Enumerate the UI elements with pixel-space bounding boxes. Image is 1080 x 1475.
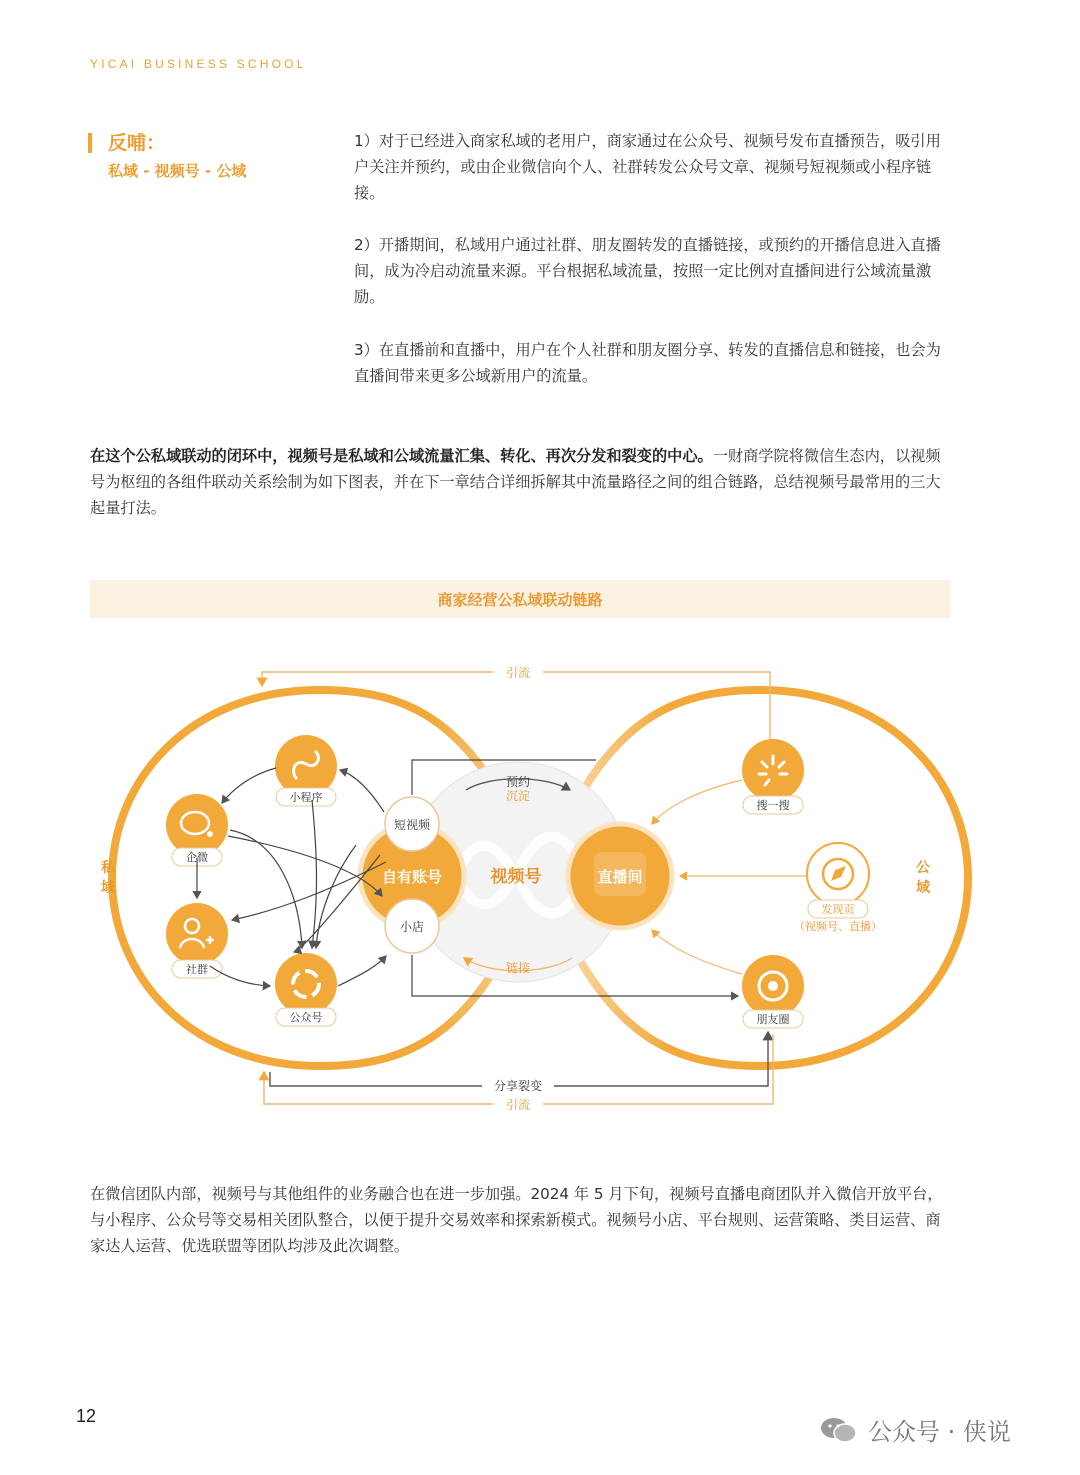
side-title: 反哺： (108, 132, 166, 154)
diagram-title-banner: 商家经营公私域联动链路 (90, 580, 950, 618)
live-room-node (568, 824, 672, 928)
public-region-char-2: 域 (916, 880, 930, 896)
bottom-flow-label-1: 分享裂变 (493, 1079, 543, 1093)
mini-program-label: 小程序 (289, 791, 323, 804)
discover-label: 发现页 (821, 903, 855, 916)
node-mini-program (275, 735, 337, 806)
watermark-text: 公众号 · 侠说 (868, 1418, 1011, 1446)
search-label: 搜一搜 (756, 799, 790, 812)
node-discover (794, 843, 882, 933)
private-region-char-1: 私 (101, 860, 115, 876)
short-video-label: 短视频 (393, 818, 431, 832)
public-region-char-1: 公 (916, 860, 930, 876)
center-top-label-1: 预约 (505, 775, 531, 789)
center-bottom-label: 链接 (505, 961, 531, 975)
paragraph-3: 3）在直播前和直播中，用户在个人社群和朋友圈分享、转发的直播信息和链接，也会为直播间带来更多公域新用户的流量。 (354, 341, 941, 385)
discover-note: （视频号、直播） (794, 920, 882, 933)
shop-label: 小店 (399, 920, 425, 934)
paragraph-2: 2）开播期间，私域用户通过社群、朋友圈转发的直播链接，或预约的开播信息进入直播间，成为冷启动流量来源。平台根据私域流量，按照一定比例对直播间进行公域流量激励。 (354, 236, 941, 306)
school-header: YICAI BUSINESS SCHOOL (90, 57, 307, 71)
live-room-label: 直播间 (597, 868, 643, 886)
wechat-icon (820, 1416, 858, 1444)
wecom-label: 企微 (186, 851, 208, 864)
bottom-flow (264, 1032, 773, 1113)
paragraph-4-bold: 在这个公私域联动的闭环中，视频号是私域和公域流量汇集、转化、再次分发和裂变的中心。 (90, 447, 713, 465)
private-region-char-2: 域 (101, 880, 115, 896)
node-moments (742, 955, 804, 1028)
paragraph-4-rest: 一财商学院将微信生态内，以视频号为枢纽的各组件联动关系绘制为如下图表，并在下一章结合详细拆解其中流量路径之间的组合链路，总结视频号最常用的三大起量打法。 (90, 447, 941, 517)
own-account-label: 自有账号 (381, 868, 443, 886)
page-number: 12 (76, 1406, 97, 1426)
top-flow-label: 引流 (505, 666, 531, 680)
bottom-flow-label-2: 引流 (505, 1098, 531, 1112)
moments-label: 朋友圈 (756, 1013, 790, 1026)
center-top-label-2: 沉淀 (505, 789, 531, 803)
node-search (742, 739, 804, 814)
node-community (166, 903, 228, 978)
node-wecom (166, 794, 228, 866)
paragraph-1: 1）对于已经进入商家私域的老用户，商家通过在公众号、视频号发布直播预告，吸引用户关注并预约，或由企业微信向个人、社群转发公众号文章、视频号短视频或小程序链接。 (354, 132, 941, 202)
node-official-account (275, 953, 337, 1026)
watermark (820, 1412, 1011, 1447)
side-subtitle: 私域 - 视频号 - 公域 (108, 162, 247, 180)
paragraph-5: 在微信团队内部，视频号与其他组件的业务融合也在进一步加强。2024 年 5 月下旬，视频号直播电商团队并入微信开放平台，与小程序、公众号等交易相关团队整合，以便于提升交易效率和探索新模式。视频号小店、平台规则、运营策略、类目运营、商家达人运营、优选联盟等团队均涉及此次调整。 (90, 1185, 943, 1255)
official-account-label: 公众号 (289, 1011, 323, 1024)
community-label: 社群 (186, 963, 208, 976)
channels-label: 视频号 (490, 867, 542, 887)
